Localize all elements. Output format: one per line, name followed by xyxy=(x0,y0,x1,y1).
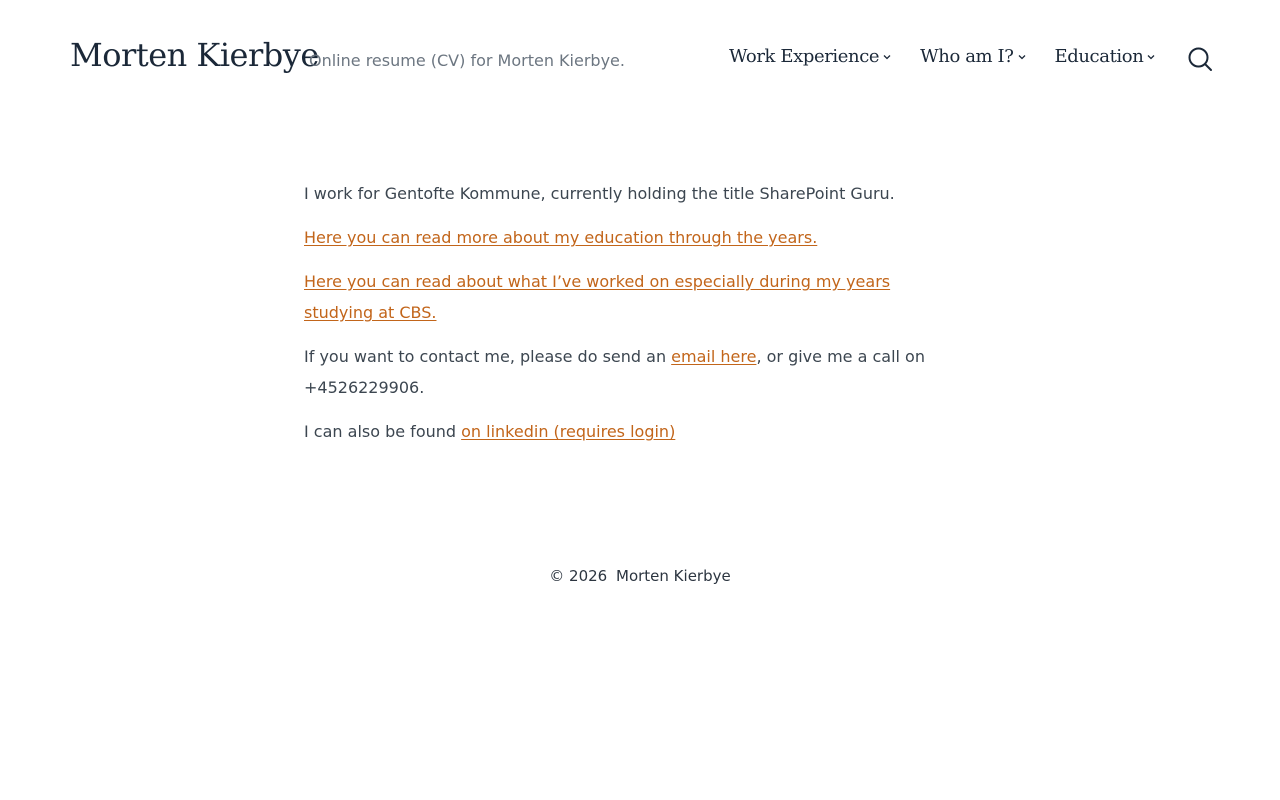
linkedin-prefix: I can also be found xyxy=(304,422,462,441)
site-tagline: Online resume (CV) for Morten Kierbye. xyxy=(309,51,625,70)
intro-paragraph: I work for Gentofte Kommune, currently holding the title SharePoint Guru. xyxy=(304,184,895,203)
nav-item-label: Work Experience xyxy=(729,46,880,67)
footer-copyright: © 2026 xyxy=(549,567,608,585)
search-button[interactable] xyxy=(1186,45,1214,73)
page-content xyxy=(304,178,964,460)
nav-item-label: Who am I? xyxy=(920,46,1014,67)
footer-owner[interactable]: Morten Kierbye xyxy=(616,567,731,585)
linkedin-link[interactable]: on linkedin (requires login) xyxy=(461,422,676,441)
site-title[interactable]: Morten Kierbye xyxy=(70,36,319,74)
nav-item-education[interactable] xyxy=(1055,46,1157,67)
chevron-down-icon xyxy=(1146,52,1156,62)
nav-item-who-am-i[interactable] xyxy=(920,46,1026,67)
education-paragraph xyxy=(304,222,964,253)
work-paragraph xyxy=(304,266,964,328)
chevron-down-icon xyxy=(882,52,892,62)
search-icon xyxy=(1186,45,1214,73)
nav-item-label: Education xyxy=(1054,46,1144,67)
site-footer xyxy=(0,567,1280,585)
contact-paragraph xyxy=(304,341,964,403)
linkedin-paragraph xyxy=(304,416,964,447)
contact-prefix: If you want to contact me, please do send an xyxy=(304,347,672,366)
education-link[interactable]: Here you can read more about my education through the years. xyxy=(304,228,818,247)
main-nav xyxy=(729,46,1156,67)
chevron-down-icon xyxy=(1017,52,1027,62)
email-link[interactable]: email here xyxy=(671,347,757,366)
site-header xyxy=(0,0,1280,120)
nav-item-work-experience[interactable] xyxy=(729,46,892,67)
work-experience-link[interactable]: Here you can read about what I’ve worked on especially during my years studying at CBS. xyxy=(304,272,891,322)
contact-suffix: , or give me a call on +4526229906. xyxy=(304,347,925,397)
